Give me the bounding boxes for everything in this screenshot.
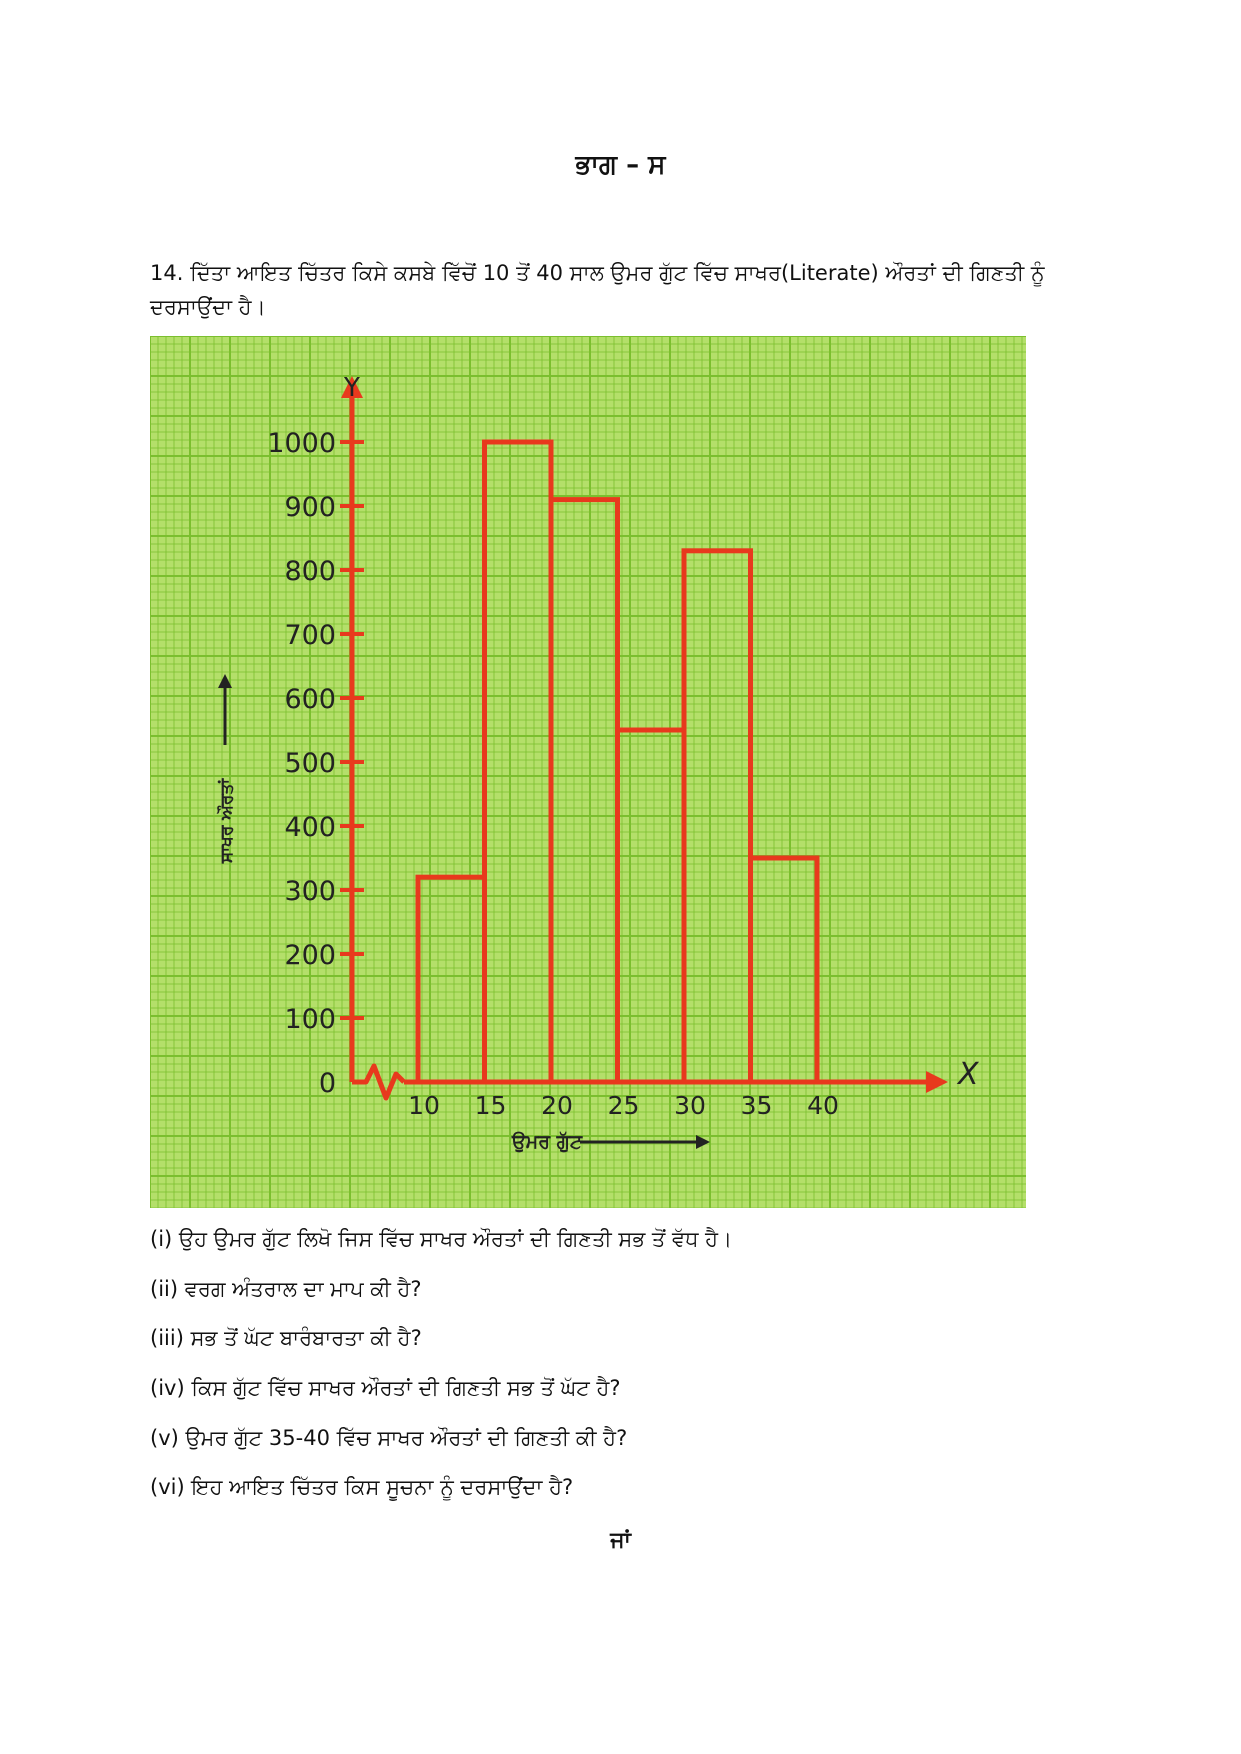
y-axis-label: ਸਾਖਰ ਔਰਤਾਂ	[217, 778, 237, 864]
x-tick-label: 40	[807, 1091, 839, 1120]
graph-paper-background	[150, 336, 1026, 1208]
subquestion-5: (v) ਉਮਰ ਗੁੱਟ 35-40 ਵਿੱਚ ਸਾਖਰ ਔਰਤਾਂ ਦੀ ਗਿਣਤੀ ਕੀ ਹੈ?	[150, 1426, 628, 1450]
y-tick-label: 700	[284, 620, 336, 651]
y-tick-label: 200	[284, 940, 336, 971]
histogram-figure	[150, 336, 1026, 1208]
x-tick-label: 20	[541, 1091, 573, 1120]
x-tick-label: 15	[474, 1091, 507, 1120]
histogram-chart	[150, 336, 1026, 1208]
y-tick-label: 300	[284, 876, 336, 907]
y-tick-label: 600	[284, 684, 336, 715]
section-heading: ਭਾਗ – ਸ	[575, 150, 666, 180]
x-tick-label: 35	[740, 1091, 773, 1120]
y-tick-label: 500	[284, 748, 336, 779]
x-axis-letter: X	[958, 1057, 979, 1092]
y-tick-label: 900	[284, 492, 336, 523]
subquestion-2: (ii) ਵਰਗ ਅੰਤਰਾਲ ਦਾ ਮਾਪ ਕੀ ਹੈ?	[150, 1277, 422, 1301]
subquestion-6: (vi) ਇਹ ਆਇਤ ਚਿੱਤਰ ਕਿਸ ਸੂਚਨਾ ਨੂੰ ਦਰਸਾਉਂਦਾ ਹੈ?	[150, 1475, 574, 1499]
y-tick-label: 100	[284, 1004, 336, 1035]
y-tick-label: 400	[284, 812, 336, 843]
subquestion-4: (iv) ਕਿਸ ਗੁੱਟ ਵਿੱਚ ਸਾਖਰ ਔਰਤਾਂ ਦੀ ਗਿਣਤੀ ਸਭ ਤੋਂ ਘੱਟ ਹੈ?	[150, 1376, 621, 1400]
subquestion-3: (iii) ਸਭ ਤੋਂ ਘੱਟ ਬਾਰੰਬਾਰਤਾ ਕੀ ਹੈ?	[150, 1326, 422, 1350]
or-label: ਜਾਂ	[610, 1528, 631, 1553]
y-tick-label: 1000	[267, 428, 336, 459]
y-tick-label: 0	[318, 1068, 336, 1099]
x-tick-label: 30	[674, 1091, 706, 1120]
y-axis-letter: Y	[344, 373, 360, 403]
x-tick-label: 25	[607, 1091, 640, 1120]
y-tick-label: 800	[284, 556, 336, 587]
question-text: 14. ਦਿੱਤਾ ਆਇਤ ਚਿੱਤਰ ਕਿਸੇ ਕਸਬੇ ਵਿੱਚੋਂ 10 ਤੋਂ 40 ਸਾਲ ਉਮਰ ਗੁੱਟ ਵਿੱਚ ਸਾਖਰ(Literate) ਔਰਤਾਂ ਦੀ ਗਿਣਤੀ ਨੂੰ ਦਰਸਾਉਂਦਾ ਹੈ।	[150, 261, 1045, 319]
subquestion-1: (i) ਉਹ ਉਮਰ ਗੁੱਟ ਲਿਖੋ ਜਿਸ ਵਿੱਚ ਸਾਖਰ ਔਰਤਾਂ ਦੀ ਗਿਣਤੀ ਸਭ ਤੋਂ ਵੱਧ ਹੈ।	[150, 1227, 733, 1251]
x-tick-label: 10	[408, 1091, 440, 1120]
x-axis-label: ਉਮਰ ਗੁੱਟ	[511, 1131, 583, 1153]
